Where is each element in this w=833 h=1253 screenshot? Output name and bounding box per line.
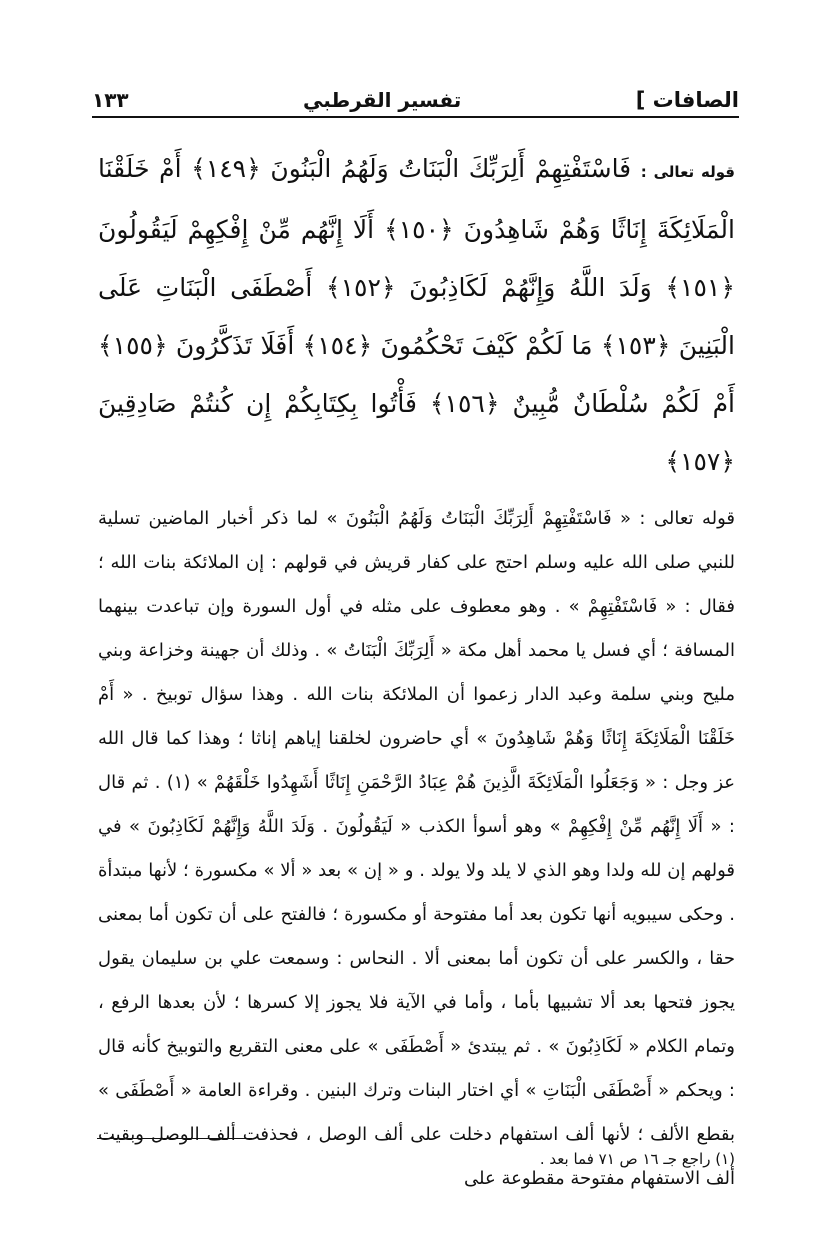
book-title: تفسير القرطبي bbox=[303, 88, 462, 112]
footnote: (١) راجع جـ ١٦ ص ٧١ فما بعد . bbox=[539, 1150, 735, 1168]
quran-intro: قوله تعالى : bbox=[640, 163, 735, 181]
quran-verses: فَاسْتَفْتِهِمْ أَلِرَبِّكَ الْبَنَاتُ وَلَهُمُ الْبَنُونَ ﴿١٤٩﴾ أَمْ خَلَقْنَا الْمَلَائِكَةَ إِنَاثًا وَهُمْ شَاهِدُونَ ﴿١٥٠﴾ أَلَا إِنَّهُم مِّنْ إِفْكِهِمْ لَيَقُولُونَ ﴿١٥١﴾ وَلَدَ اللَّهُ وَإِنَّهُمْ لَكَاذِبُونَ ﴿١٥٢﴾ أَصْطَفَى الْبَنَاتِ عَلَى الْبَنِينَ ﴿١٥٣﴾ مَا لَكُمْ كَيْفَ تَحْكُمُونَ ﴿١٥٤﴾ أَفَلَا تَذَكَّرُونَ ﴿١٥٥﴾ أَمْ لَكُمْ سُلْطَانٌ مُّبِينٌ ﴿١٥٦﴾ فَأْتُوا بِكِتَابِكُمْ إِن كُنتُمْ صَادِقِينَ ﴿١٥٧﴾ bbox=[98, 154, 735, 476]
main-text-column bbox=[98, 140, 735, 1201]
commentary-text: قوله تعالى : « فَاسْتَفْتِهِمْ أَلِرَبِّكَ الْبَنَاتُ وَلَهُمُ الْبَنُونَ » لما ذكر أخبار الماضين تسلية للنبي صلى الله عليه وسلم احتج على كفار قريش في قولهم : إن الملائكة بنات الله ؛ فقال : « فَاسْتَفْتِهِمْ » . وهو معطوف على مثله في أول السورة وإن تباعدت بينهما المسافة ؛ أي فسل يا محمد أهل مكة « أَلِرَبِّكَ الْبَنَاتُ » . وذلك أن جهينة وخزاعة وبني مليح وبني سلمة وعبد الدار زعموا أن الملائكة بنات الله . وهذا سؤال توبيخ . « أَمْ خَلَقْنَا الْمَلَائِكَةَ إِنَاثًا وَهُمْ شَاهِدُونَ » أي حاضرون لخلقنا إياهم إناثا ؛ وهذا كما قال الله عز وجل : « وَجَعَلُوا الْمَلَائِكَةَ الَّذِينَ هُمْ عِبَادُ الرَّحْمَنِ إِنَاثًا أَشَهِدُوا خَلْقَهُمْ » (١) . ثم قال : « أَلَا إِنَّهُم مِّنْ إِفْكِهِمْ » وهو أسوأ الكذب « لَيَقُولُونَ . وَلَدَ اللَّهُ وَإِنَّهُمْ لَكَاذِبُونَ » في قولهم إن لله ولدا وهو الذي لا يلد ولا يولد . و « إن » بعد « ألا » مكسورة ؛ لأنها مبتدأة . وحكى سيبويه أنها تكون بعد أما مفتوحة أو مكسورة ؛ فالفتح على أن تكون أما بمعنى حقا ، والكسر على أن تكون أما بمعنى ألا . النحاس : وسمعت علي بن سليمان يقول يجوز فتحها بعد ألا تشبيها بأما ، وأما في الآية فلا يجوز إلا كسرها ؛ لأن بعدها الرفع ، وتمام الكلام « لَكَاذِبُونَ » . ثم يبتدئ « أَصْطَفَى » على معنى التقريع والتوبيخ كأنه قال : ويحكم « أَصْطَفَى الْبَنَاتِ » أي اختار البنات وترك البنين . وقراءة العامة « أَصْطَفَى » بقطع الألف ؛ لأنها ألف استفهام دخلت على ألف الوصل ، فحذفت ألف الوصل وبقيت ألف الاستفهام مفتوحة مقطوعة على bbox=[98, 508, 735, 1189]
quran-passage bbox=[98, 140, 735, 491]
page-number: ١٣٣ bbox=[92, 88, 129, 112]
surah-name: الصافات ] bbox=[635, 88, 739, 112]
running-header bbox=[92, 82, 739, 118]
footnote-divider bbox=[97, 1138, 252, 1139]
